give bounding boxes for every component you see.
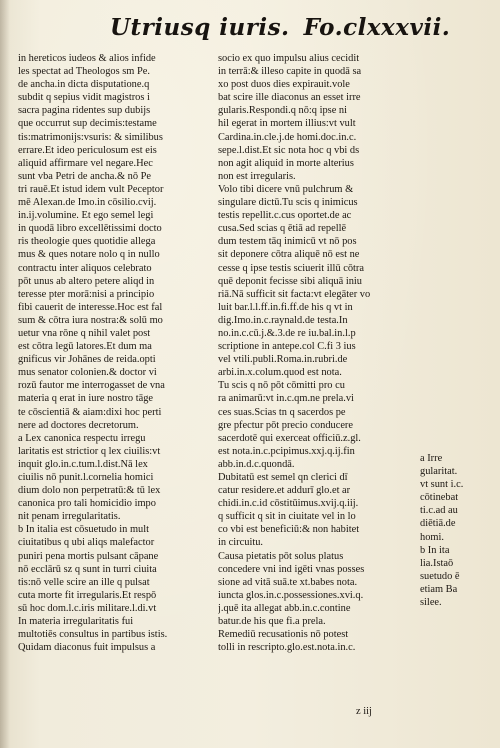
right-column-line: chidi.in.c.id cōstitūimus.xvij.q.iij. (218, 498, 359, 510)
right-column-line: vel vtili.publi.Roma.in.rubri.de (218, 354, 348, 366)
left-column-line: a Lex canonica respectu irregu (18, 432, 146, 444)
right-column-line: iuncta glos.in.c.possessiones.xvi.q. (218, 589, 364, 601)
left-column-line: sum & cōtra iura nostra:& solū mo (18, 314, 163, 326)
right-column-line: non agit aliquid in morte alterius (218, 157, 354, 169)
right-column-line: Causa pietatis pōt solus platus (218, 550, 344, 562)
right-column-line: est nota.in.c.pcipimus.xxj.q.ij.fin (218, 445, 355, 457)
right-column-line: ces suas.Scias tn q sacerdos pe (218, 406, 346, 418)
right-column-line: singulare dictū.Tu scis q inimicus (218, 197, 358, 209)
left-column-line: gnificus vir Johānes de reida.opti (18, 354, 156, 366)
right-column-line: Remediū recusationis nō potest (218, 629, 349, 641)
left-column-line: mus & ques notare nolo q in nullo (18, 249, 160, 261)
margin-note-line: cōtinebat (420, 492, 459, 504)
header-title: Utriusq iuris. (110, 14, 290, 41)
right-column-line: xo post duos dies expirauit.vole (218, 79, 350, 91)
right-column-line: scriptione in antepe.col C.fi 3 ius (218, 341, 356, 353)
left-column-line: subdit q sepius vidit magistros i (18, 92, 150, 104)
right-column-line: batur.de his que fi.a prela. (218, 616, 326, 628)
left-column-line: Quidam diaconus fuit impulsus a (18, 642, 156, 654)
right-column-line: sit deponere cōtra aliquē nō est ne (218, 249, 360, 261)
right-column-line: socio ex quo impulsu alius cecidit (218, 53, 360, 64)
margin-note-line: etiam Ba (420, 583, 458, 595)
left-column-line: tis:matrimonijs:vsuris: & similibus (18, 131, 163, 143)
right-column-line: sione ad vitā suā.te xt.babes nota. (218, 576, 358, 588)
left-column-line: contractu inter aliquos celebrato (18, 262, 152, 274)
left-column-line: in hereticos iudeos & alios infide (18, 53, 156, 64)
margin-note-line: diētiā.de (420, 518, 456, 530)
left-column-line: cuta morte fit irregularis.Et respō (18, 589, 157, 601)
right-column-line: in circuitu. (218, 537, 264, 549)
gutter-shadow (0, 0, 10, 748)
left-column-line: aliquid affirmare vel negare.Hec (18, 157, 153, 169)
left-column-line: In materia irregularitatis fui (18, 616, 134, 628)
left-column-line: sacra pagina ridentes sup dubijs (18, 105, 151, 117)
right-column-line: catur residere.et addurī glo.et ar (218, 485, 351, 497)
left-column-line: tri rauē.Et istud idem vult Peceptor (18, 183, 164, 195)
right-column-line: q sufficit q sit in ciuitate vel in lo (218, 511, 356, 523)
right-column-line: gre pfectur pōt precio conducere (218, 419, 354, 431)
left-column-line: que occurrut sup decimis:testame (18, 118, 157, 130)
left-column-line: nō ecclārū sz q sunt in turri ciuita (18, 563, 157, 575)
margin-note-line: lia.Istaō (420, 557, 454, 569)
left-column-line: est cōtra legū latores.Et dum ma (18, 341, 152, 353)
left-column-line: uetur vna rōne q nihil valet post (18, 327, 151, 339)
right-column-line: cesse q ipse testis sciuerit illū cōtra (218, 262, 365, 274)
margin-note-line: silee. (420, 597, 442, 609)
left-column-line: laritatis est strictior q lex ciuilis:vt (18, 445, 161, 457)
right-column-line: dig.Imo.in.c.raynald.de testa.In (218, 314, 348, 326)
right-column-line: co vbi est beneficiū:& non habitet (218, 524, 360, 536)
left-column-line: ris theologie ques quotidie allega (18, 236, 156, 248)
right-column-line: in terrā:& illeso capite in quodā sa (218, 66, 362, 78)
right-column-line: Cardina.in.cle.j.de homi.doc.in.c. (218, 131, 357, 143)
left-column-line: mus senator colonien.& doctor vi (18, 367, 157, 379)
left-column-line: multotiēs consultus in partibus istis. (18, 629, 168, 641)
left-column-line: canonica pro tali homicidio impo (18, 498, 156, 510)
left-column-line: ciuitatibus q ubi aliqs malefactor (18, 537, 155, 549)
right-column-line: quē deponit fecisse sibi aliquā iniu (218, 275, 362, 287)
right-column-line: testis repellit.c.cus oportet.de ac (218, 210, 352, 222)
left-column-line: sunt vba Petri de ancha.& nō Pe (18, 170, 152, 182)
right-column-line: sepe.l.dist.Et sic nota hoc q vbi ds (218, 144, 360, 156)
left-column-line: inquit glo.in.c.tum.l.dist.Nā lex (18, 458, 148, 470)
left-column-line: b In italia est cōsuetudo in mult (18, 524, 150, 536)
right-column-line: concedere vni ind igēti vnas posses (218, 563, 365, 575)
right-text-column (218, 52, 414, 654)
left-column-line: tis:nō velle scire an ille q pulsat (18, 576, 150, 588)
right-column-line: bat scire ille diaconus an esset irre (218, 92, 361, 104)
header-folio: Fo.clxxxvii. (303, 14, 451, 41)
left-column-line: in quodā libro excellētissimi docto (18, 223, 162, 235)
left-column-line: teresse pter morā:nisi a principio (18, 288, 155, 300)
marginal-gloss (420, 452, 492, 609)
left-column-line: rozū fautor me interrogasset de vna (18, 380, 165, 392)
left-column-line: de ancha.in dicta disputatione.q (18, 79, 150, 91)
left-column-line: ciuilis nō punit.l.cornelia homici (18, 472, 154, 483)
margin-note-line: ti.c.ad au (420, 505, 458, 517)
margin-note-line: a Irre (420, 453, 443, 464)
left-column-line: nit penam irregularitatis. (18, 511, 121, 523)
right-column-line: hil egerat in mortem illius:vt vult (218, 118, 356, 130)
left-column-line: errare.Et ideo periculosum est eis (18, 144, 157, 156)
signature-mark: z iij (356, 706, 372, 717)
left-column-line: puniri pena mortis pulsant cāpane (18, 550, 159, 562)
right-column-line: Tu scis q nō pōt cōmitti pro cu (218, 380, 345, 392)
left-column-line: les spectat ad Theologos sm Pe. (18, 66, 150, 78)
right-column-line: tolli in rescripto.glo.est.nota.in.c. (218, 642, 356, 654)
running-header (110, 14, 490, 50)
left-column-line: fibi cauerit de interesse.Hoc est fal (18, 301, 163, 313)
margin-note-line: suetudo ē (420, 570, 460, 582)
margin-note-line: b In ita (420, 544, 450, 556)
left-column-line: te cōscientiā & aiam:dixi hoc perti (18, 406, 162, 418)
left-column-line: mē Alexan.de Imo.in cōsilio.cvij. (18, 197, 157, 209)
left-column-line: pōt unus ab altero petere aliqd in (18, 275, 155, 287)
right-column-line: ra animarū:vt in.c.qm.ne prela.vi (218, 393, 354, 405)
margin-note-line: gularitat. (420, 466, 458, 478)
right-column-line: gularis.Respondi.q nō:q ipse ni (218, 105, 348, 117)
left-column-line: sū hoc dom.l.c.iris militare.l.di.vt (18, 602, 157, 614)
left-column-line: dium dolo non perpetratū:& tū lex (18, 485, 161, 497)
left-column-line: materia q erat in iure nostro tāge (18, 393, 154, 405)
margin-note-line: vt sunt i.c. (420, 479, 464, 491)
right-column-line: Dubitatū est semel qn clerici dī (218, 472, 348, 483)
right-column-line: abb.in.d.c.quondā. (218, 458, 295, 470)
left-text-column (18, 52, 208, 654)
right-column-line: dum testem tāq inimicū vt nō pos (218, 236, 357, 248)
right-column-line: sacerdotē qui exerceat officiū.z.gl. (218, 432, 361, 444)
right-column-line: riā.Nā sufficit sit facta:vt elegāter vo (218, 288, 371, 300)
right-column-line: no.in.c.cū.j.&.3.de re iu.bal.in.l.p (218, 327, 356, 339)
left-column-line: nere ad doctores decretorum. (18, 419, 139, 431)
right-column-line: arbi.in.x.colum.quod est nota. (218, 367, 342, 379)
left-column-line: in.ij.volumine. Et ego semel legi (18, 210, 154, 222)
right-column-line: luit bar.l.l.ff.in.fi.ff.de his q vt in (218, 301, 353, 313)
right-column-line: Volo tibi dicere vnū pulchrum & (218, 183, 354, 195)
right-column-line: j.quē ita allegat abb.in.c.contine (218, 602, 351, 614)
margin-note-line: homi. (420, 531, 444, 543)
right-column-line: cusa.Sed scias q ētiā ad repellē (218, 223, 347, 235)
right-column-line: non est irregularis. (218, 170, 296, 182)
